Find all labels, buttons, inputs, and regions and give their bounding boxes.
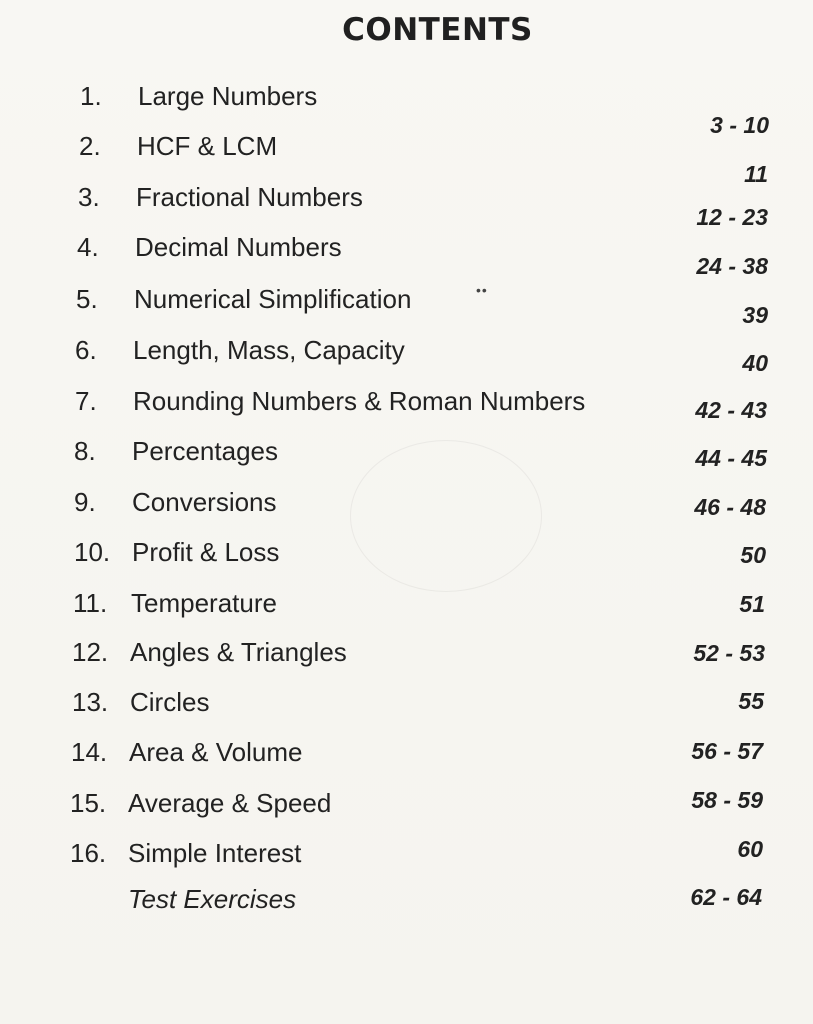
toc-page-range: 12 - 23 [696, 204, 768, 230]
toc-page-range: 44 - 45 [695, 445, 767, 471]
stray-mark: •• [476, 282, 488, 298]
toc-entry-title: Simple Interest [128, 838, 302, 868]
toc-page-range: 3 - 10 [710, 112, 769, 138]
toc-entry-title: Decimal Numbers [135, 232, 342, 262]
toc-entry-title: Fractional Numbers [136, 182, 363, 212]
toc-entry-title: Rounding Numbers & Roman Numbers [133, 386, 586, 416]
toc-entry-title: Circles [130, 687, 210, 717]
toc-page-range: 42 - 43 [695, 397, 767, 423]
page-title: CONTENTS [342, 12, 533, 48]
toc-page-range: 11 [744, 161, 768, 187]
toc-entry-title: Numerical Simplification [134, 284, 412, 314]
toc-entry-title: Percentages [132, 436, 278, 466]
toc-page-range: 56 - 57 [691, 738, 763, 764]
toc-entry-title: Test Exercises [128, 884, 297, 914]
toc-page-range: 50 [740, 542, 766, 568]
toc-entry-number: 9. [74, 487, 96, 517]
toc-page-range: 60 [737, 836, 763, 862]
toc-entry-number: 1. [80, 81, 102, 111]
toc-entry-number: 10. [74, 537, 111, 567]
toc-entry-number: 16. [70, 838, 107, 868]
toc-page-range: 46 - 48 [694, 494, 766, 520]
toc-entry-title: Conversions [132, 487, 277, 517]
toc-page-range: 24 - 38 [696, 253, 768, 279]
toc-page-range: 40 [742, 350, 768, 376]
toc-entry-number: 7. [75, 386, 97, 416]
background-stamp-shape [350, 440, 542, 592]
toc-entry-title: Temperature [131, 588, 277, 618]
toc-page-range: 62 - 64 [690, 884, 762, 910]
toc-page-range: 55 [738, 688, 764, 714]
toc-entry-title: Large Numbers [138, 81, 318, 111]
toc-entry-number: 14. [71, 737, 108, 767]
toc-page-range: 58 - 59 [691, 787, 763, 813]
toc-entry-title: Profit & Loss [132, 537, 280, 567]
toc-entry-title: Angles & Triangles [130, 637, 347, 667]
toc-entry-number: 13. [72, 687, 109, 717]
toc-entry-number: 12. [72, 637, 109, 667]
toc-page-range: 39 [742, 302, 768, 328]
toc-entry-number: 4. [77, 232, 99, 262]
toc-page-range: 52 - 53 [693, 640, 765, 666]
toc-entry-number: 5. [76, 284, 98, 314]
toc-entry-number: 2. [79, 131, 101, 161]
toc-entry-number: 3. [78, 182, 100, 212]
toc-entry-title: Length, Mass, Capacity [133, 335, 405, 365]
toc-entry-title: Average & Speed [128, 788, 332, 818]
toc-entry-number: 6. [75, 335, 97, 365]
toc-entry-number: 15. [70, 788, 107, 818]
toc-entry-number: 11. [73, 588, 108, 618]
toc-entry-title: Area & Volume [129, 737, 303, 767]
toc-entry-title: HCF & LCM [137, 131, 278, 161]
toc-page-range: 51 [739, 591, 765, 617]
toc-entry-number: 8. [74, 436, 96, 466]
